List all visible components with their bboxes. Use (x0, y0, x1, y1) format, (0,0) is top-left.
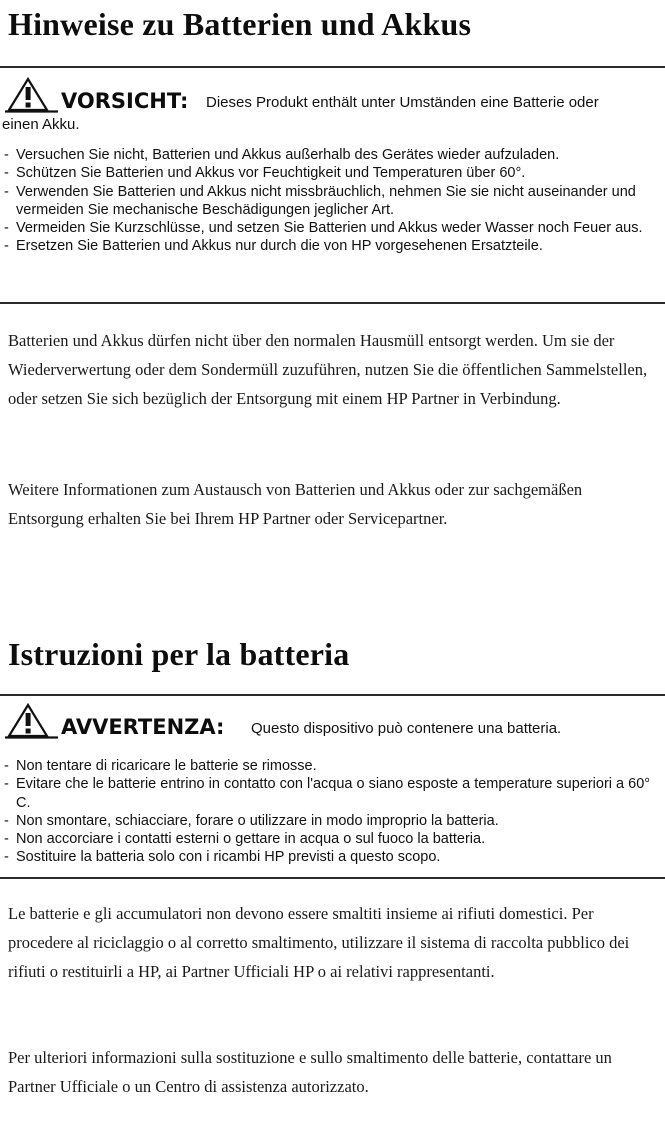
warning-triangle-icon (4, 702, 58, 740)
german-warning-row (0, 76, 665, 116)
list-item: - Sostituire la batteria solo con i ricambi HP previsti a questo scopo. (4, 849, 441, 866)
italian-top-divider (0, 694, 665, 696)
list-item: - Non tentare di ricaricare le batterie se rimosse. (4, 758, 317, 774)
german-safety-list (0, 146, 660, 256)
list-item: - Vermeiden Sie Kurzschlüsse, und setzen Sie Batterien und Akkus weder Wasser noch Feuer aus. (4, 220, 643, 237)
list-item: - Verwenden Sie Batterien und Akkus nicht missbräuchlich, nehmen Sie sie nicht auseinander und vermeiden Sie mechanische Beschädigungen jeglicher Art. (4, 183, 636, 218)
italian-warning-text: Questo dispositivo può contenere una batteria. (251, 720, 562, 737)
italian-info-paragraph: Per ulteriori informazioni sulla sostituzione e sullo smaltimento delle batterie, contattare un Partner Ufficiale o un Centro di assistenza autorizzato. (8, 1048, 612, 1096)
list-item: - Versuchen Sie nicht, Batterien und Akkus außerhalb des Gerätes wieder aufzuladen. (4, 147, 560, 163)
italian-section-title: Istruzioni per la batteria (8, 636, 350, 672)
italian-bottom-divider (0, 877, 665, 879)
german-section-title: Hinweise zu Batterien und Akkus (8, 6, 472, 42)
italian-disposal-paragraph: Le batterie e gli accumulatori non devono essere smaltiti insieme ai rifiuti domestici. Per procedere al riciclaggio o al corretto smaltimento, utilizzare il sistema di raccolta pubblico dei rifiuti o restituirli a HP, ai Partner Ufficiali HP o ai relativi rappresentanti. (8, 904, 630, 981)
italian-warning-label: AVVERTENZA: (61, 715, 225, 739)
german-warning-text: Dieses Produkt enthält unter Umständen eine Batterie oder (206, 94, 599, 111)
list-item: - Schützen Sie Batterien und Akkus vor Feuchtigkeit und Temperaturen über 60°. (4, 165, 526, 182)
warning-triangle-icon (4, 76, 58, 114)
german-info-paragraph: Weitere Informationen zum Austausch von Batterien und Akkus oder zur sachgemäßen Entsorgung erhalten Sie bei Ihrem HP Partner oder Servicepartner. (8, 480, 583, 528)
german-warning-label: VORSICHT: (61, 89, 189, 113)
italian-warning-row (0, 702, 665, 742)
list-item: - Ersetzen Sie Batterien und Akkus nur durch die von HP vorgesehenen Ersatzteile. (4, 238, 543, 255)
german-warning-text-continued: einen Akku. (2, 116, 80, 133)
german-top-divider (0, 66, 665, 68)
italian-safety-list (0, 757, 660, 867)
german-bottom-divider (0, 302, 665, 304)
list-item: - Evitare che le batterie entrino in contatto con l'acqua o siano esposte a temperature superiori a 60° C. (4, 776, 651, 811)
german-disposal-paragraph: Batterien und Akkus dürfen nicht über den normalen Hausmüll entsorgt werden. Um sie der Wiederverwertung oder dem Sondermüll zuzuführen, nutzen Sie die öffentlichen Sammelstellen, oder setzen Sie sich bezüglich der Entsorgung mit einem HP Partner in Verbindung. (8, 331, 648, 408)
list-item: - Non accorciare i contatti esterni o gettare in acqua o sul fuoco la batteria. (4, 831, 486, 848)
list-item: - Non smontare, schiacciare, forare o utilizzare in modo improprio la batteria. (4, 812, 499, 829)
